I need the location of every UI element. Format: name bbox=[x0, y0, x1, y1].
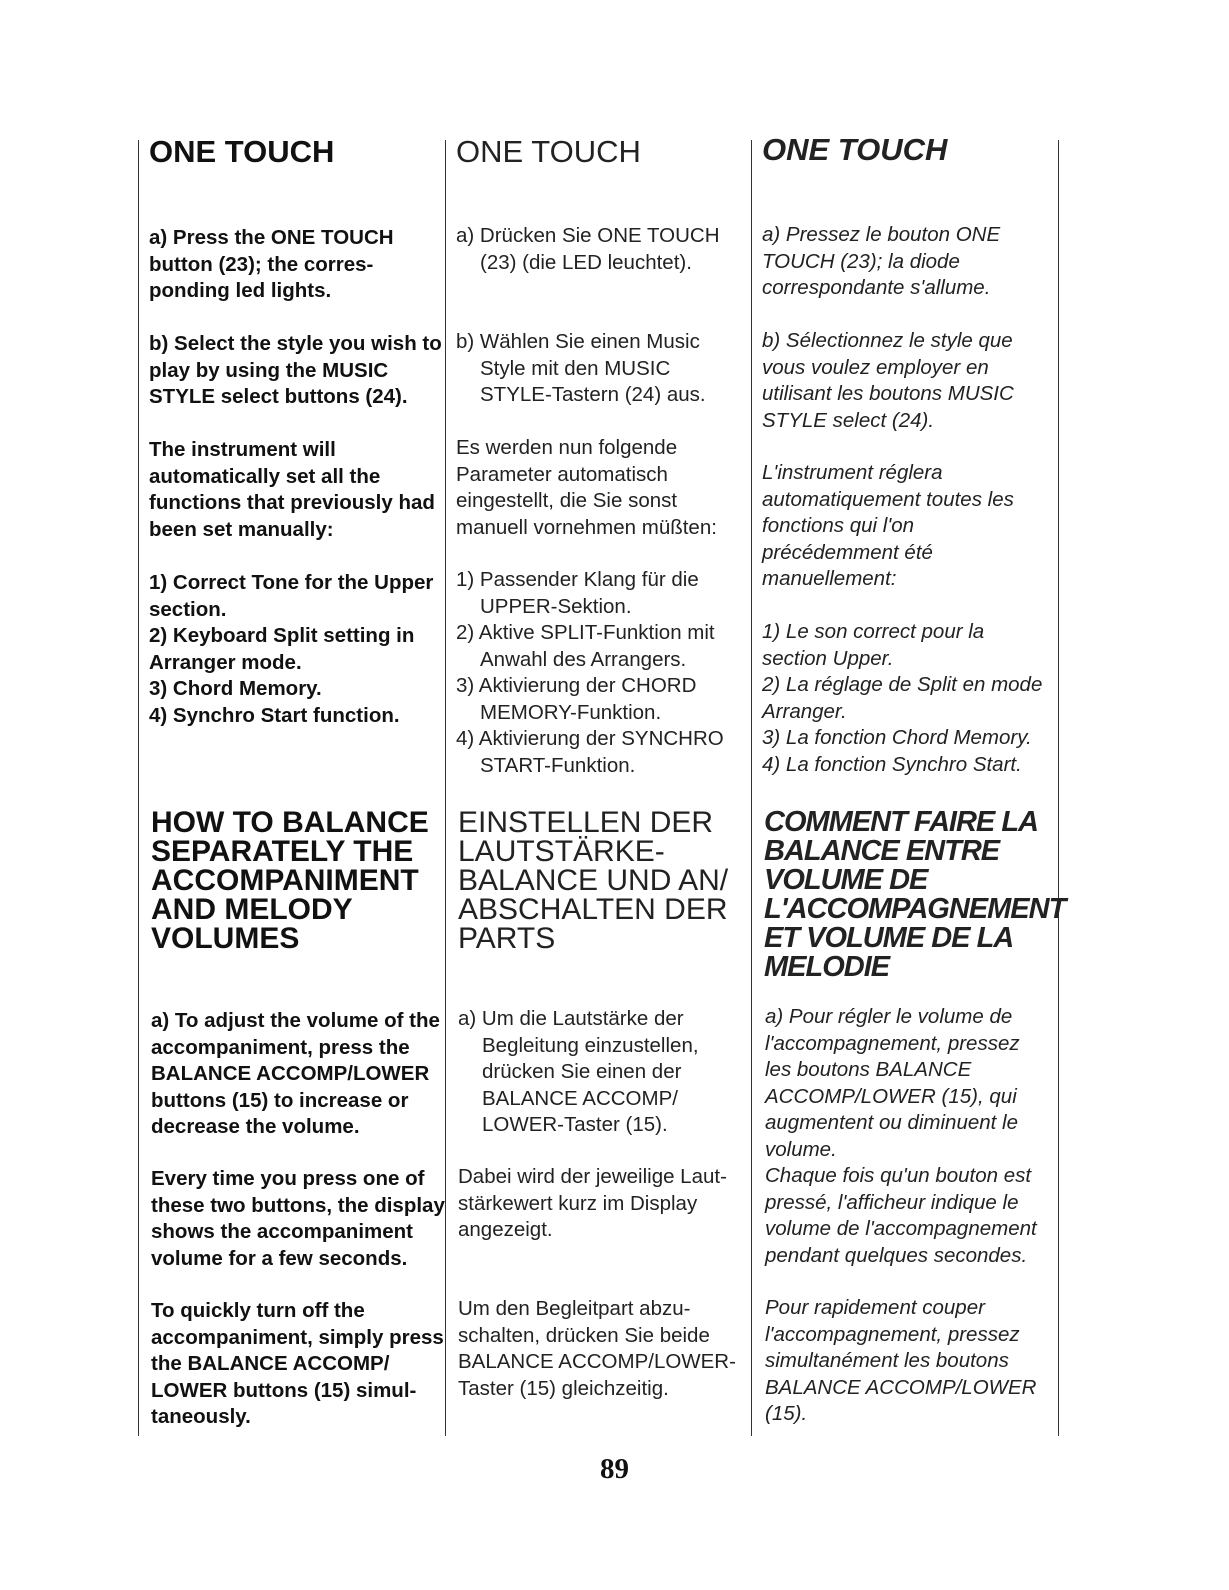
german-balance-step-a: a) Um die Lautstärke der Begleitung einzustellen, drücken Sie einen der BALANCE ACCOMP/ LOWER-Taster (15). bbox=[458, 1007, 699, 1136]
column-rule-3 bbox=[751, 140, 752, 1436]
french-step-a: a) Pressez le bouton ONE TOUCH (23); la diode correspondante s'allume. bbox=[762, 223, 1001, 299]
french-balance-heading: COMMENT FAIRE LA BALANCE ENTRE VOLUME DE L'ACCOMPAGNEMENT ET VOLUME DE LA MELODIE bbox=[764, 806, 1066, 983]
column-rule-4 bbox=[1058, 140, 1059, 1436]
column-rule-1 bbox=[138, 140, 139, 1436]
english-settings-list: 1) Correct Tone for the Upper section. 2) Keyboard Split setting in Arranger mode. 3) Chord Memory. 4) Synchro Start function. bbox=[149, 571, 434, 727]
german-turn-off-note: Um den Begleitpart abzu- schalten, drücken Sie beide BALANCE ACCOMP/LOWER- Taster (15) gleichzeitig. bbox=[458, 1297, 736, 1400]
french-auto-settings: L'instrument réglera automatiquement toutes les fonctions qui l'on précédemment été manuellement: bbox=[762, 461, 1014, 590]
french-settings-list: 1) Le son correct pour la section Upper. 2) La réglage de Split en mode Arranger. 3) La fonction Chord Memory. 4) La fonction Synchro Start. bbox=[762, 620, 1043, 776]
english-step-b: b) Select the style you wish to play by using the MUSIC STYLE select buttons (24). bbox=[149, 332, 442, 408]
german-step-a: a) Drücken Sie ONE TOUCH (23) (die LED leuchtet). bbox=[456, 224, 720, 274]
german-balance-heading: EINSTELLEN DER LAUTSTÄRKE- BALANCE UND AN/ ABSCHALTEN DER PARTS bbox=[458, 806, 729, 955]
english-title: ONE TOUCH bbox=[149, 134, 335, 169]
english-turn-off-note: To quickly turn off the accompaniment, simply press the BALANCE ACCOMP/ LOWER buttons (15) simul- taneously. bbox=[151, 1299, 444, 1428]
english-balance-heading: HOW TO BALANCE SEPARATELY THE ACCOMPANIMENT AND MELODY VOLUMES bbox=[151, 806, 429, 955]
page-number: 89 bbox=[600, 1453, 629, 1485]
english-display-note: Every time you press one of these two buttons, the display shows the accompaniment volume for a few seconds. bbox=[151, 1167, 445, 1270]
german-auto-settings: Es werden nun folgende Parameter automatisch eingestellt, die Sie sonst manuell vornehmen müßten: bbox=[456, 436, 717, 539]
french-turn-off-note: Pour rapidement couper l'accompagnement, pressez simultanément les boutons BALANCE ACCOMP/LOWER (15). bbox=[765, 1296, 1037, 1425]
german-settings-list: 1) Passender Klang für die UPPER-Sektion. 2) Aktive SPLIT-Funktion mit Anwahl des Arrangers. 3) Aktivierung der CHORD MEMORY-Funktion. 4) Aktivierung der SYNCHRO START-Funktion. bbox=[456, 568, 724, 777]
english-auto-settings: The instrument will automatically set all the functions that previously had been set manually: bbox=[149, 438, 435, 541]
french-title: ONE TOUCH bbox=[762, 132, 948, 167]
english-balance-step-a: a) To adjust the volume of the accompaniment, press the BALANCE ACCOMP/LOWER buttons (15) to increase or decrease the volume. bbox=[151, 1009, 440, 1138]
french-step-b: b) Sélectionnez le style que vous voulez employer en utilisant les boutons MUSIC STYLE select (24). bbox=[762, 329, 1014, 432]
german-display-note: Dabei wird der jeweilige Laut- stärkewert kurz im Display angezeigt. bbox=[458, 1165, 727, 1241]
german-title: ONE TOUCH bbox=[456, 134, 641, 169]
column-rule-2 bbox=[445, 140, 446, 1436]
german-step-b: b) Wählen Sie einen Music Style mit den MUSIC STYLE-Tastern (24) aus. bbox=[456, 330, 706, 406]
french-display-note: Chaque fois qu'un bouton est pressé, l'afficheur indique le volume de l'accompagnement pendant quelques secondes. bbox=[765, 1164, 1037, 1267]
french-balance-step-a: a) Pour régler le volume de l'accompagnement, pressez les boutons BALANCE ACCOMP/LOWER (15), qui augmentent ou diminuent le volume. bbox=[765, 1005, 1020, 1161]
english-step-a: a) Press the ONE TOUCH button (23); the corres- ponding led lights. bbox=[149, 226, 394, 302]
